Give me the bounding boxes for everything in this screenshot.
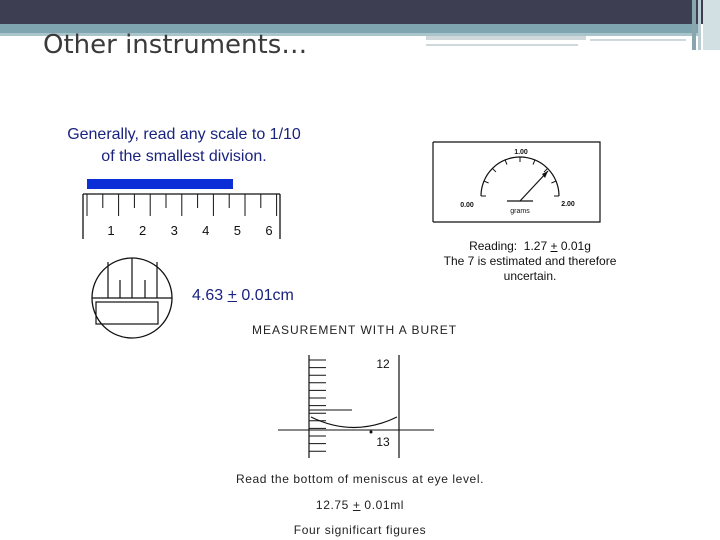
ruler-measurement-uncertainty: 0.01cm: [241, 287, 294, 304]
buret-mark-top: 12: [376, 357, 390, 371]
plus-minus-sign: +: [227, 287, 237, 304]
reading-rule-line-2: of the smallest division.: [101, 148, 267, 165]
balance-scale-min: 0.00: [460, 202, 474, 209]
balance-reading-prefix: Reading: 1.27: [469, 239, 551, 253]
buret-reading-value: 12.75: [315, 498, 353, 512]
ruler-measurement-value: 4.63: [192, 287, 224, 304]
buret-note: Read the bottom of meniscus at eye level.: [235, 472, 485, 486]
buret-reading: [200, 498, 520, 512]
ruler-scale-number: 1: [107, 223, 115, 238]
slide-title: Other instruments…: [43, 30, 308, 60]
buret-title: MEASUREMENT WITH A BURET: [252, 323, 458, 337]
balance-scale-max: 2.00: [561, 201, 575, 208]
buret-reading-uncertainty: 0.01ml: [360, 498, 405, 512]
ruler-scale-number: 4: [202, 223, 210, 238]
buret-mark-bottom: 13: [376, 435, 390, 449]
buret-sig-figs: Four significart figures: [293, 523, 427, 537]
balance-note-line-1: The 7 is estimated and therefore: [443, 254, 617, 268]
ruler-scale-number: 3: [170, 223, 178, 238]
ruler-scale-number: 2: [138, 223, 147, 238]
meniscus-curve: [311, 417, 397, 428]
ruler-scale-number: 6: [265, 223, 273, 238]
balance-unit: grams: [510, 208, 530, 215]
reading-rule-line-1: Generally, read any scale to 1/10: [67, 126, 301, 143]
balance-note-line-2: uncertain.: [503, 269, 557, 283]
balance-reading-suffix: 0.01g: [557, 239, 591, 253]
balance-scale-mid: 1.00: [514, 149, 528, 156]
plus-minus-sign: +: [352, 498, 361, 512]
plus-minus-sign: +: [550, 239, 558, 253]
ruler-scale-number: 5: [233, 223, 242, 238]
